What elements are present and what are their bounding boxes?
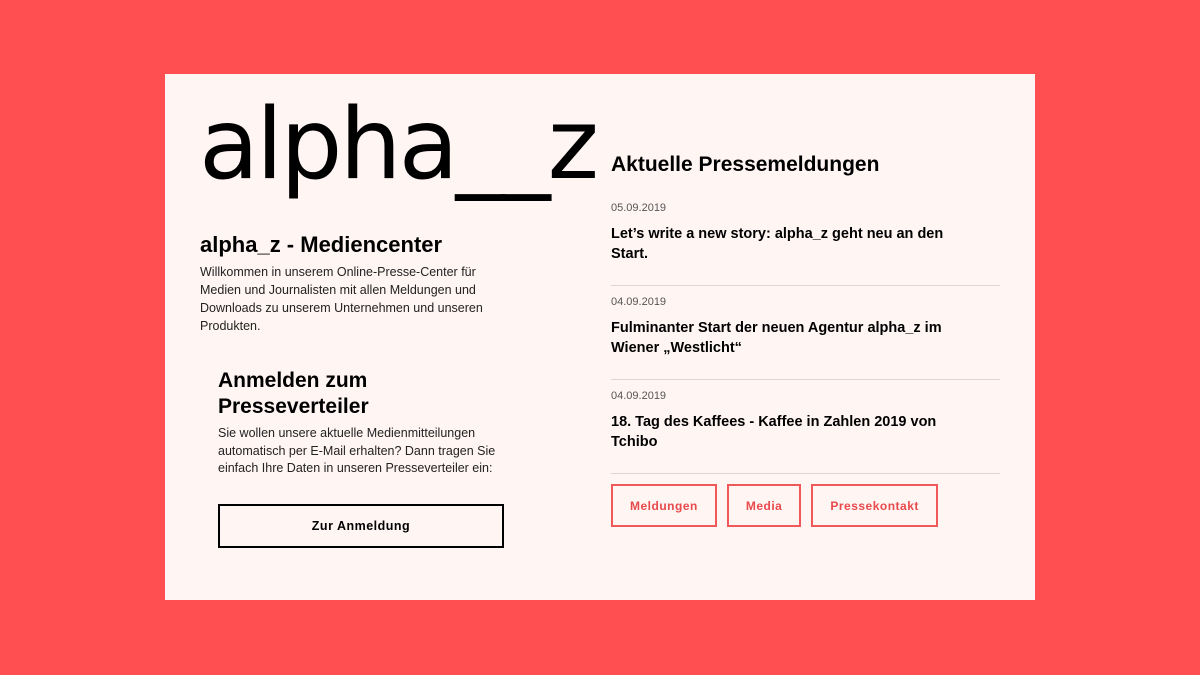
subscribe-button[interactable]: Zur Anmeldung bbox=[218, 504, 504, 548]
list-item bbox=[611, 286, 1000, 380]
list-item bbox=[611, 380, 1000, 474]
media-button[interactable]: Media bbox=[727, 484, 802, 527]
subscribe-text: Sie wollen unsere aktuelle Medienmitteilungen automatisch per E-Mail erhalten? Dann tragen Sie einfach Ihre Daten in unseren Presseverteiler ein: bbox=[218, 426, 496, 475]
news-date: 04.09.2019 bbox=[611, 390, 667, 402]
news-heading: Aktuelle Pressemeldungen bbox=[611, 153, 880, 176]
pressekontakt-button[interactable]: Pressekontakt bbox=[811, 484, 938, 527]
brand-logo[interactable]: alpha__z bbox=[199, 88, 597, 202]
media-center-card bbox=[165, 74, 1035, 600]
news-list bbox=[611, 192, 1000, 474]
news-link[interactable]: 18. Tag des Kaffees - Kaffee in Zahlen 2019 von Tchibo bbox=[611, 414, 937, 450]
news-date: 04.09.2019 bbox=[611, 296, 667, 308]
intro-text: Willkommen in unserem Online-Presse-Center für Medien und Journalisten mit allen Meldungen und Downloads zu unserem Unternehmen und unseren Produkten. bbox=[200, 265, 483, 333]
list-item bbox=[611, 192, 1000, 286]
section-nav bbox=[611, 484, 938, 527]
news-date: 05.09.2019 bbox=[611, 202, 667, 214]
meldungen-button[interactable]: Meldungen bbox=[611, 484, 717, 527]
page-title: alpha_z - Mediencenter bbox=[200, 232, 443, 257]
news-link[interactable]: Let’s write a new story: alpha_z geht neu an den Start. bbox=[611, 226, 944, 262]
news-link[interactable]: Fulminanter Start der neuen Agentur alpha_z im Wiener „Westlicht“ bbox=[611, 320, 942, 356]
subscribe-title: Anmelden zum Presseverteiler bbox=[218, 369, 369, 418]
